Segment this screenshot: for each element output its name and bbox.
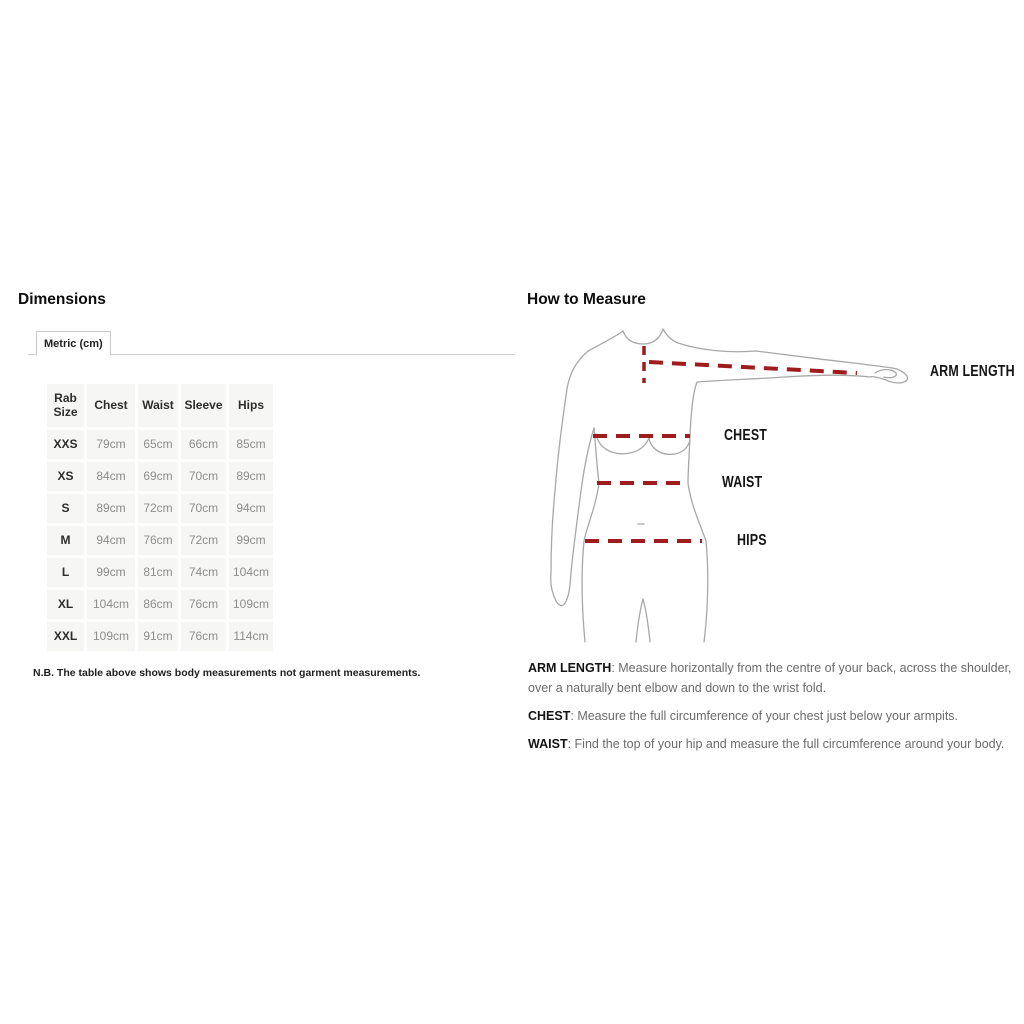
arm-length-instruction-text: : Measure horizontally from the centre of your back, across the shoulder, over a naturally bent elbow and down to the wrist fold. — [528, 661, 1012, 695]
value-cell: 104cm — [229, 558, 273, 587]
value-cell: 109cm — [87, 622, 135, 651]
size-cell: XL — [47, 590, 84, 619]
size-cell: L — [47, 558, 84, 587]
chest-instruction-label: CHEST — [528, 709, 571, 723]
column-header-sleeve: Sleeve — [181, 384, 226, 427]
size-cell: XS — [47, 462, 84, 491]
chest-instruction-text: : Measure the full circumference of your chest just below your armpits. — [570, 709, 959, 723]
value-cell: 94cm — [87, 526, 135, 555]
arm-length-instruction-label: ARM LENGTH — [528, 661, 612, 675]
value-cell: 99cm — [87, 558, 135, 587]
value-cell: 89cm — [229, 462, 273, 491]
size-cell: S — [47, 494, 84, 523]
arm-length-dash-line — [649, 362, 857, 373]
column-header-hips: Hips — [229, 384, 273, 427]
size-table — [47, 384, 273, 651]
waist-instruction — [528, 734, 1018, 754]
value-cell: 84cm — [87, 462, 135, 491]
value-cell: 109cm — [229, 590, 273, 619]
column-header-waist: Waist — [138, 384, 178, 427]
value-cell: 94cm — [229, 494, 273, 523]
value-cell: 66cm — [181, 430, 226, 459]
value-cell: 104cm — [87, 590, 135, 619]
column-header-chest: Chest — [87, 384, 135, 427]
arm-length-instruction — [528, 658, 1018, 698]
value-cell: 81cm — [138, 558, 178, 587]
value-cell: 70cm — [181, 462, 226, 491]
value-cell: 86cm — [138, 590, 178, 619]
value-cell: 91cm — [138, 622, 178, 651]
column-header-rab-size: Rab Size — [47, 384, 84, 427]
measurement-instructions — [528, 658, 1018, 762]
size-cell: XXS — [47, 430, 84, 459]
how-to-measure-title: How to Measure — [527, 291, 646, 308]
value-cell: 72cm — [138, 494, 178, 523]
value-cell: 69cm — [138, 462, 178, 491]
waist-label: WAIST — [722, 474, 763, 491]
value-cell: 72cm — [181, 526, 226, 555]
size-cell: XXL — [47, 622, 84, 651]
value-cell: 79cm — [87, 430, 135, 459]
hips-label: HIPS — [737, 532, 767, 549]
chest-instruction — [528, 706, 1018, 726]
value-cell: 99cm — [229, 526, 273, 555]
arm-length-label: ARM LENGTH — [930, 363, 1015, 380]
value-cell: 74cm — [181, 558, 226, 587]
waist-instruction-label: WAIST — [528, 737, 568, 751]
value-cell: 70cm — [181, 494, 226, 523]
value-cell: 85cm — [229, 430, 273, 459]
size-cell: M — [47, 526, 84, 555]
value-cell: 76cm — [138, 526, 178, 555]
tab-metric-cm[interactable]: Metric (cm) — [36, 331, 111, 356]
value-cell: 89cm — [87, 494, 135, 523]
dimensions-title: Dimensions — [18, 291, 106, 308]
chest-label: CHEST — [724, 427, 768, 444]
value-cell: 76cm — [181, 622, 226, 651]
value-cell: 76cm — [181, 590, 226, 619]
value-cell: 114cm — [229, 622, 273, 651]
value-cell: 65cm — [138, 430, 178, 459]
waist-instruction-text: : Find the top of your hip and measure the full circumference around your body. — [567, 737, 1005, 751]
body-measurements-note: N.B. The table above shows body measurements not garment measurements. — [33, 667, 421, 679]
